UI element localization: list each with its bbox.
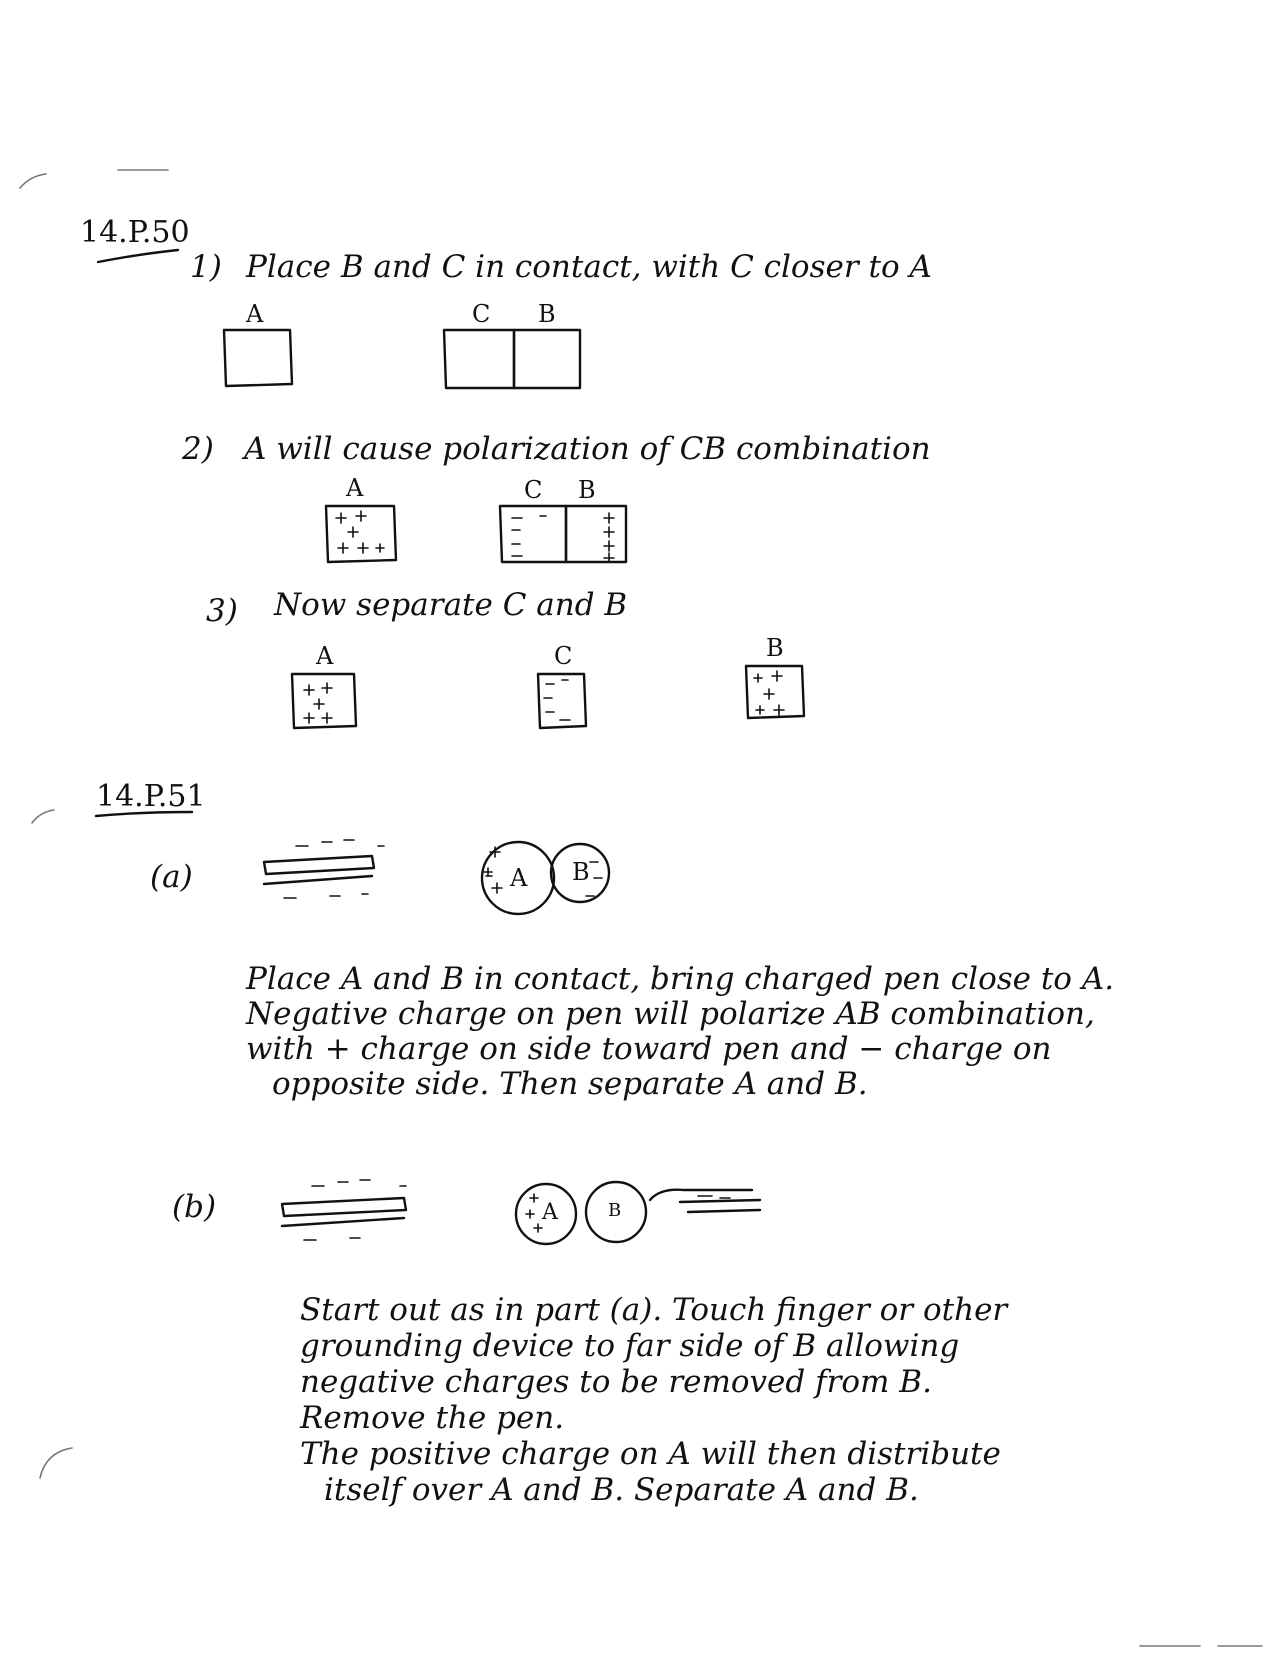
plus-charges-a (336, 511, 384, 553)
plus-charges-sphere-a-b (526, 1194, 542, 1232)
step2-label-c: C (524, 476, 543, 504)
part-a-line-3: with + charge on side toward pen and − charge on (246, 1031, 1052, 1067)
step2-diagram (326, 506, 626, 562)
part-b-line-1: Start out as in part (a). Touch finger or other (300, 1292, 1008, 1328)
part-a-line-2: Negative charge on pen will polarize AB combination, (246, 996, 1095, 1032)
step3-label-a: A (316, 642, 334, 670)
box-a-separated (292, 674, 356, 728)
step2-text: A will cause polarization of CB combination (244, 431, 931, 467)
sphere-b-b-label: B (608, 1200, 622, 1221)
part-b-line-5: The positive charge on A will then distribute (300, 1436, 1001, 1472)
part-a-label: (a) (150, 859, 193, 895)
plus-charges-a3 (304, 683, 332, 723)
part-a-explanation (246, 962, 1114, 1102)
step2-label-b: B (578, 476, 596, 504)
part-b-explanation (300, 1292, 1007, 1508)
plus-charges-sphere-a (484, 847, 502, 893)
box-b (514, 330, 580, 388)
plus-charges-b (604, 513, 614, 561)
plus-charges-b3 (754, 671, 784, 715)
box-c (444, 330, 514, 388)
charged-pen-a (264, 840, 384, 898)
step1-number: 1) (190, 249, 222, 285)
part-b-line-4: Remove the pen. (300, 1400, 565, 1436)
minus-charges-c (512, 516, 546, 556)
step3-text: Now separate C and B (274, 587, 628, 623)
part-a-diagram (264, 840, 609, 914)
sphere-a-label: A (510, 864, 528, 892)
box-a (224, 330, 292, 386)
scan-mark (32, 810, 54, 823)
box-b-polarized (566, 506, 626, 562)
heading-14p51: 14.P.51 (96, 779, 206, 814)
box-c-polarized (500, 506, 566, 562)
part-b-line-6: itself over A and B. Separate A and B. (324, 1472, 919, 1508)
scan-mark (40, 1448, 72, 1478)
step1-label-b: B (538, 300, 556, 328)
heading-underline-50 (98, 250, 178, 262)
part-b-label: (b) (172, 1189, 217, 1225)
heading-14p50: 14.P.50 (80, 215, 190, 250)
step1-text: Place B and C in contact, with C closer to A (246, 249, 932, 285)
sphere-b-label: B (572, 858, 590, 886)
step1-label-a: A (246, 300, 264, 328)
charged-pen-b (282, 1180, 406, 1240)
step1-diagram (224, 330, 580, 388)
step2-label-a: A (346, 474, 364, 502)
part-b-diagram (282, 1180, 760, 1244)
step2-number: 2) (182, 431, 214, 467)
step3-label-b: B (766, 634, 784, 662)
step3-number: 3) (206, 593, 238, 629)
step3-label-c: C (554, 642, 573, 670)
sphere-a-b-label: A (542, 1200, 558, 1225)
part-a-line-1: Place A and B in contact, bring charged pen close to A. (246, 961, 1115, 997)
scan-mark (20, 174, 46, 188)
step3-diagram (292, 666, 804, 728)
finger-grounding (650, 1190, 760, 1212)
minus-charges-c3 (544, 680, 570, 720)
step1-label-c: C (472, 300, 491, 328)
part-b-line-3: negative charges to be removed from B. (300, 1364, 932, 1400)
part-a-line-4: opposite side. Then separate A and B. (272, 1066, 868, 1102)
part-b-line-2: grounding device to far side of B allowing (300, 1328, 960, 1364)
